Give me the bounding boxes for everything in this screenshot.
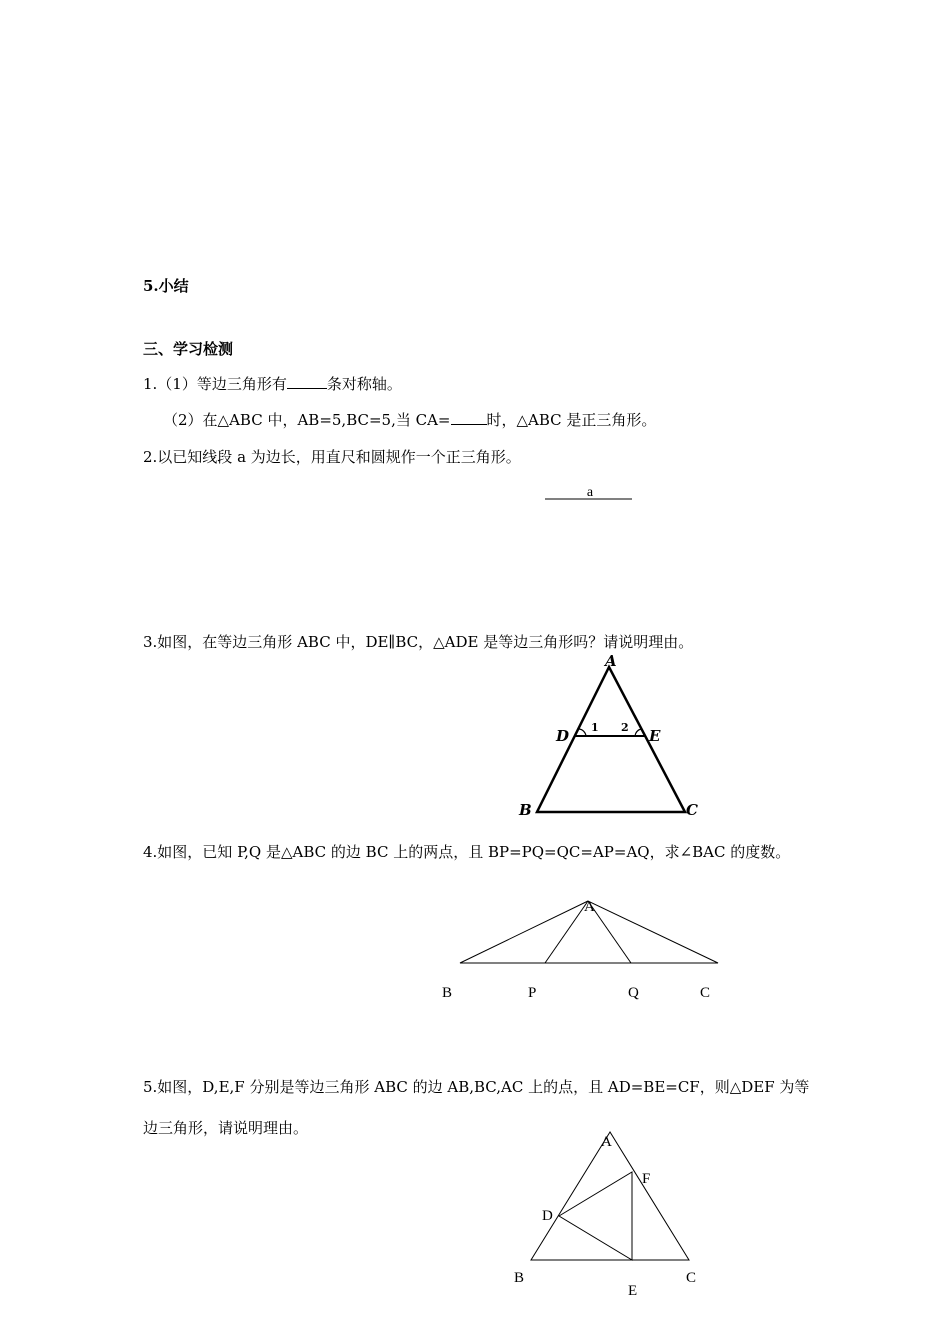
label-e: E (649, 727, 661, 745)
q1-part1-suffix: 条对称轴。 (326, 375, 402, 393)
question-3-figure (515, 652, 715, 825)
angle-2-arc (635, 729, 641, 736)
q1-part1-prefix: 1.（1）等边三角形有 (143, 375, 287, 393)
question-5-line-1: 5.如图，D,E,F 分别是等边三角形 ABC 的边 AB,BC,AC 上的点，且 AD=BE=CF，则△DEF 为等 (143, 1078, 810, 1096)
label-a: A (605, 652, 617, 670)
label-b: B (514, 1270, 525, 1286)
question-4: 4.如图，已知 P,Q 是△ABC 的边 BC 上的两点，且 BP=PQ=QC=AP=AQ，求∠BAC 的度数。 (143, 843, 791, 861)
angle-1-arc (579, 729, 586, 736)
label-p: P (528, 985, 537, 1001)
label-c: C (686, 801, 698, 819)
label-d: D (542, 1208, 553, 1224)
label-b: B (442, 985, 453, 1001)
label-a: A (584, 899, 595, 915)
q1-part2-suffix: 时，△ABC 是正三角形。 (486, 411, 657, 429)
question-1-part-1 (143, 374, 402, 394)
segment-ap (545, 901, 588, 963)
question-5-figure (505, 1130, 705, 1300)
question-3: 3.如图，在等边三角形 ABC 中，DE∥BC，△ADE 是等边三角形吗？请说明理由。 (143, 633, 694, 651)
label-d: D (556, 727, 570, 745)
segment-a-label: a (586, 485, 594, 500)
angle-1-label: 1 (591, 721, 599, 734)
label-f: F (642, 1171, 651, 1187)
q1-part2-prefix: （2）在△ABC 中，AB=5,BC=5,当 CA= (163, 411, 451, 429)
label-a: A (601, 1134, 612, 1150)
section-heading: 三、学习检测 (143, 340, 234, 358)
triangle-def (559, 1172, 632, 1260)
label-c: C (686, 1270, 697, 1286)
question-5-line-2: 边三角形，请说明理由。 (143, 1119, 309, 1137)
label-e: E (628, 1283, 638, 1299)
answer-blank[interactable] (451, 410, 487, 425)
triangle-abc (531, 1132, 689, 1260)
summary-heading: 5.小结 (143, 277, 189, 295)
question-1-part-2 (163, 410, 656, 430)
angle-2-label: 2 (621, 721, 629, 734)
answer-blank[interactable] (287, 374, 327, 389)
question-4-figure (440, 895, 740, 1010)
label-c: C (700, 985, 711, 1001)
segment-a-figure (545, 484, 635, 504)
label-b: B (519, 801, 532, 819)
label-q: Q (628, 985, 639, 1001)
question-2: 2.以已知线段 a 为边长，用直尺和圆规作一个正三角形。 (143, 448, 521, 466)
